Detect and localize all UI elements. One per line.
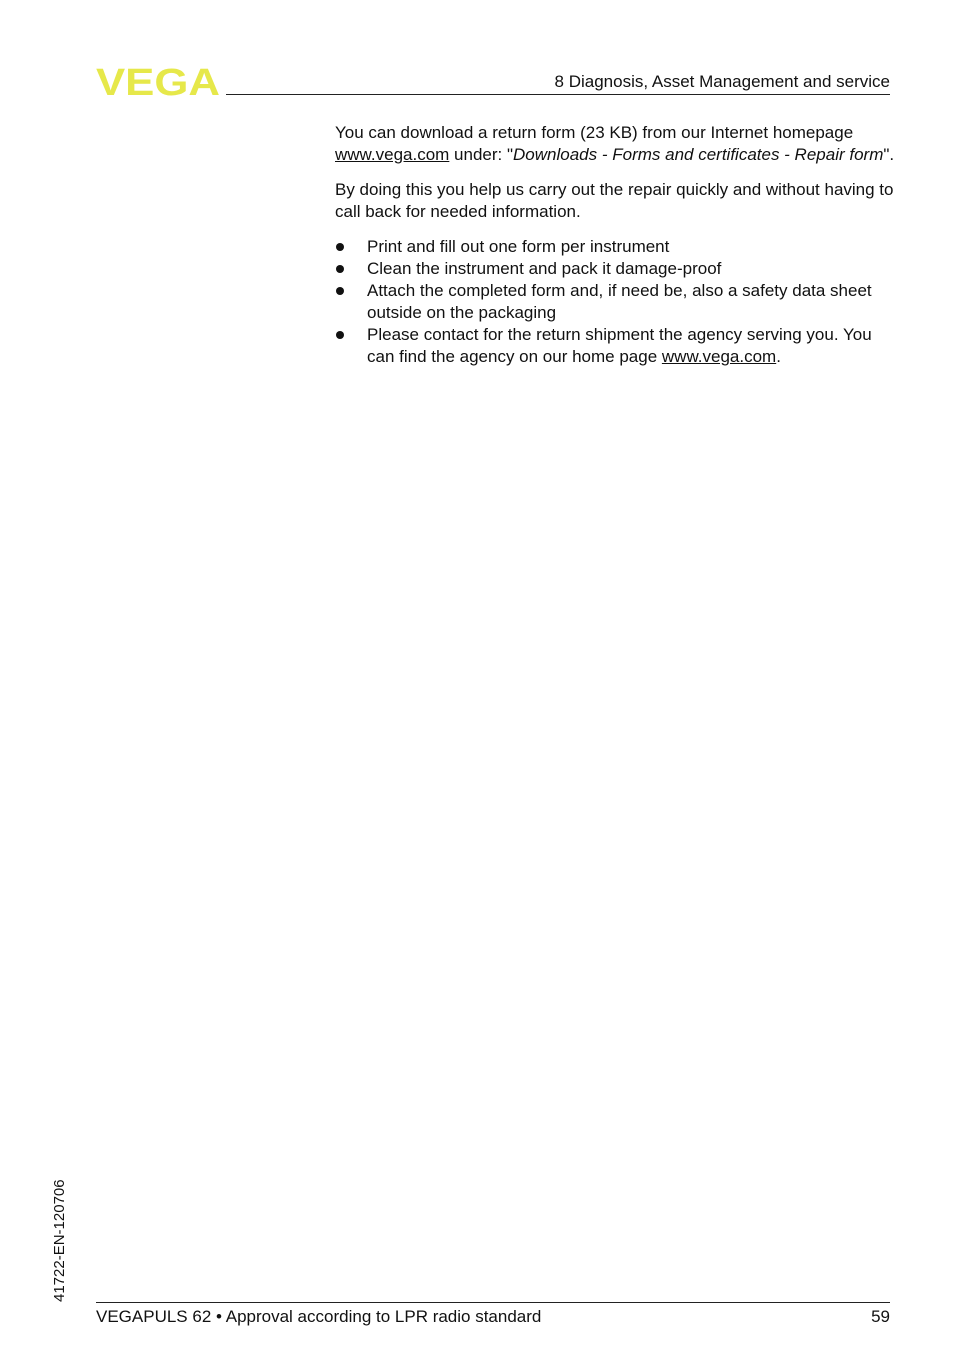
list-item-text: Attach the completed form and, if need be, also a safety data sheet outside on the packaging (367, 281, 872, 322)
list-item-text: Print and fill out one form per instrument (367, 237, 670, 256)
list-item-text: Clean the instrument and pack it damage-proof (367, 259, 722, 278)
list-item (335, 236, 895, 258)
bullet-icon (336, 265, 344, 273)
footer-divider (96, 1302, 890, 1303)
paragraph-download-text-2: under: " (449, 145, 514, 164)
paragraph-download (335, 122, 895, 166)
list-item (335, 258, 895, 280)
list-item-text: Please contact for the return shipment the agency serving you. You can find the agency on our home page (367, 325, 872, 366)
page-number: 59 (871, 1307, 890, 1326)
bullet-icon (336, 287, 344, 295)
document-code: 41722-EN-120706 (51, 1179, 68, 1302)
paragraph-download-text: You can download a return form (23 KB) from our Internet homepage (335, 123, 854, 142)
svg-text:VEGA: VEGA (96, 66, 220, 98)
main-content (335, 122, 895, 368)
list-item (335, 324, 895, 368)
list-item (335, 280, 895, 324)
vega-homepage-link[interactable]: www.vega.com (661, 347, 777, 366)
footer-title: VEGAPULS 62 • Approval according to LPR radio standard (96, 1307, 542, 1326)
vega-website-link[interactable]: www.vega.com (335, 145, 450, 164)
instruction-list (335, 236, 895, 368)
paragraph-download-end: ". (883, 145, 895, 164)
vega-logo (96, 66, 220, 98)
paragraph-help: By doing this you help us carry out the repair quickly and without having to call back for needed information. (335, 180, 894, 221)
bullet-icon (336, 331, 344, 339)
list-item-end: . (776, 347, 781, 366)
bullet-icon (336, 243, 344, 251)
download-path: Downloads - Forms and certificates - Repair form (513, 145, 884, 164)
header-section-title: 8 Diagnosis, Asset Management and service (554, 72, 890, 91)
header-divider (226, 94, 890, 95)
